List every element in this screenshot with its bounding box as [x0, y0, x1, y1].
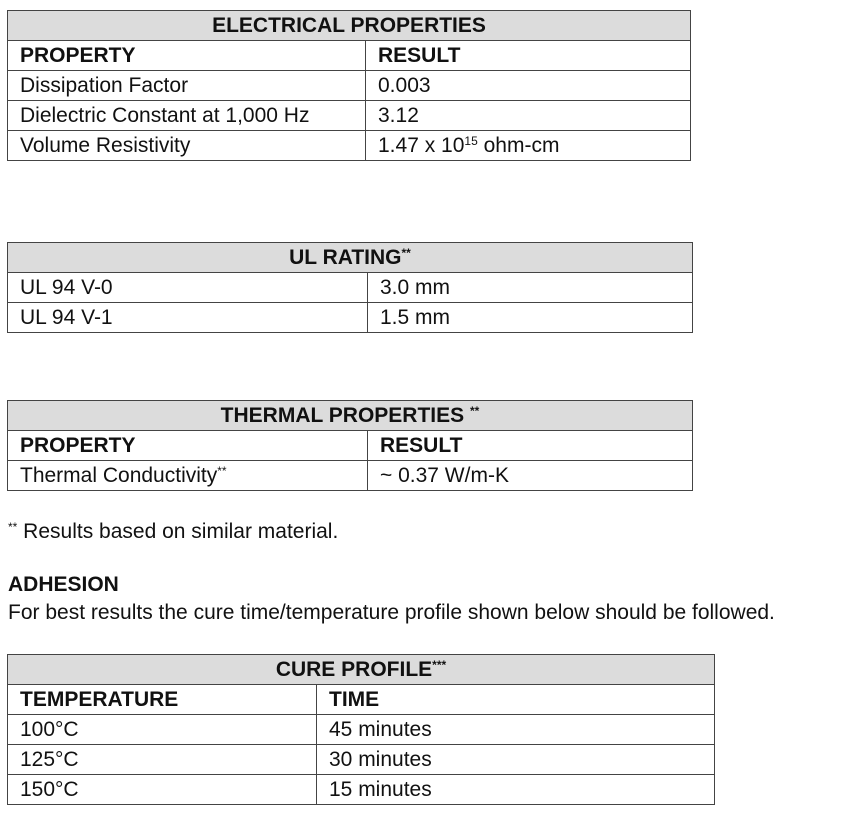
property-text: Thermal Conductivity: [20, 464, 218, 487]
title-text: UL RATING: [289, 246, 402, 269]
temperature-cell: 100°C: [8, 715, 317, 745]
time-cell: 15 minutes: [317, 775, 715, 805]
property-cell: Dissipation Factor: [8, 71, 366, 101]
temperature-cell: 125°C: [8, 745, 317, 775]
rating-cell: UL 94 V-0: [8, 273, 368, 303]
footnote-mark: **: [8, 520, 18, 534]
adhesion-heading: ADHESION: [8, 573, 119, 596]
time-cell: 30 minutes: [317, 745, 715, 775]
thickness-cell: 3.0 mm: [368, 273, 693, 303]
result-base: 1.47 x 10: [378, 134, 465, 157]
table-title: [8, 243, 693, 273]
property-cell: Dielectric Constant at 1,000 Hz: [8, 101, 366, 131]
result-exponent: 15: [464, 134, 478, 148]
table-title: ELECTRICAL PROPERTIES: [8, 11, 691, 41]
property-cell: [8, 461, 368, 491]
table-row: [8, 71, 691, 101]
time-cell: 45 minutes: [317, 715, 715, 745]
column-header: PROPERTY: [8, 41, 366, 71]
ul-rating-table: [7, 242, 693, 333]
footnote-mark: **: [401, 246, 411, 260]
footnote: [8, 520, 338, 544]
column-header: TIME: [317, 685, 715, 715]
result-cell: 0.003: [366, 71, 691, 101]
footnote-mark: **: [469, 404, 480, 418]
result-cell: 3.12: [366, 101, 691, 131]
thermal-properties-table: [7, 400, 693, 491]
footnote-mark: **: [217, 464, 227, 478]
table-row: [8, 775, 715, 805]
property-cell: Volume Resistivity: [8, 131, 366, 161]
table-row: [8, 715, 715, 745]
column-header: RESULT: [368, 431, 693, 461]
electrical-properties-table: [7, 10, 691, 161]
title-text: THERMAL PROPERTIES: [220, 404, 465, 427]
table-row: [8, 303, 693, 333]
adhesion-text: For best results the cure time/temperature profile shown below should be followed.: [8, 601, 775, 624]
footnote-mark: ***: [432, 658, 447, 672]
table-row: [8, 101, 691, 131]
temperature-cell: 150°C: [8, 775, 317, 805]
cure-profile-table: [7, 654, 715, 805]
title-text: CURE PROFILE: [275, 658, 433, 681]
column-header: TEMPERATURE: [8, 685, 317, 715]
table-row: [8, 273, 693, 303]
footnote-text: Results based on similar material.: [17, 520, 339, 543]
table-row: [8, 745, 715, 775]
column-header: RESULT: [366, 41, 691, 71]
rating-cell: UL 94 V-1: [8, 303, 368, 333]
table-row: [8, 131, 691, 161]
table-title: [8, 655, 715, 685]
result-cell: ~ 0.37 W/m-K: [368, 461, 693, 491]
column-header: PROPERTY: [8, 431, 368, 461]
result-unit: ohm-cm: [477, 134, 560, 157]
result-cell: [366, 131, 691, 161]
table-title: [8, 401, 693, 431]
thickness-cell: 1.5 mm: [368, 303, 693, 333]
table-row: [8, 461, 693, 491]
